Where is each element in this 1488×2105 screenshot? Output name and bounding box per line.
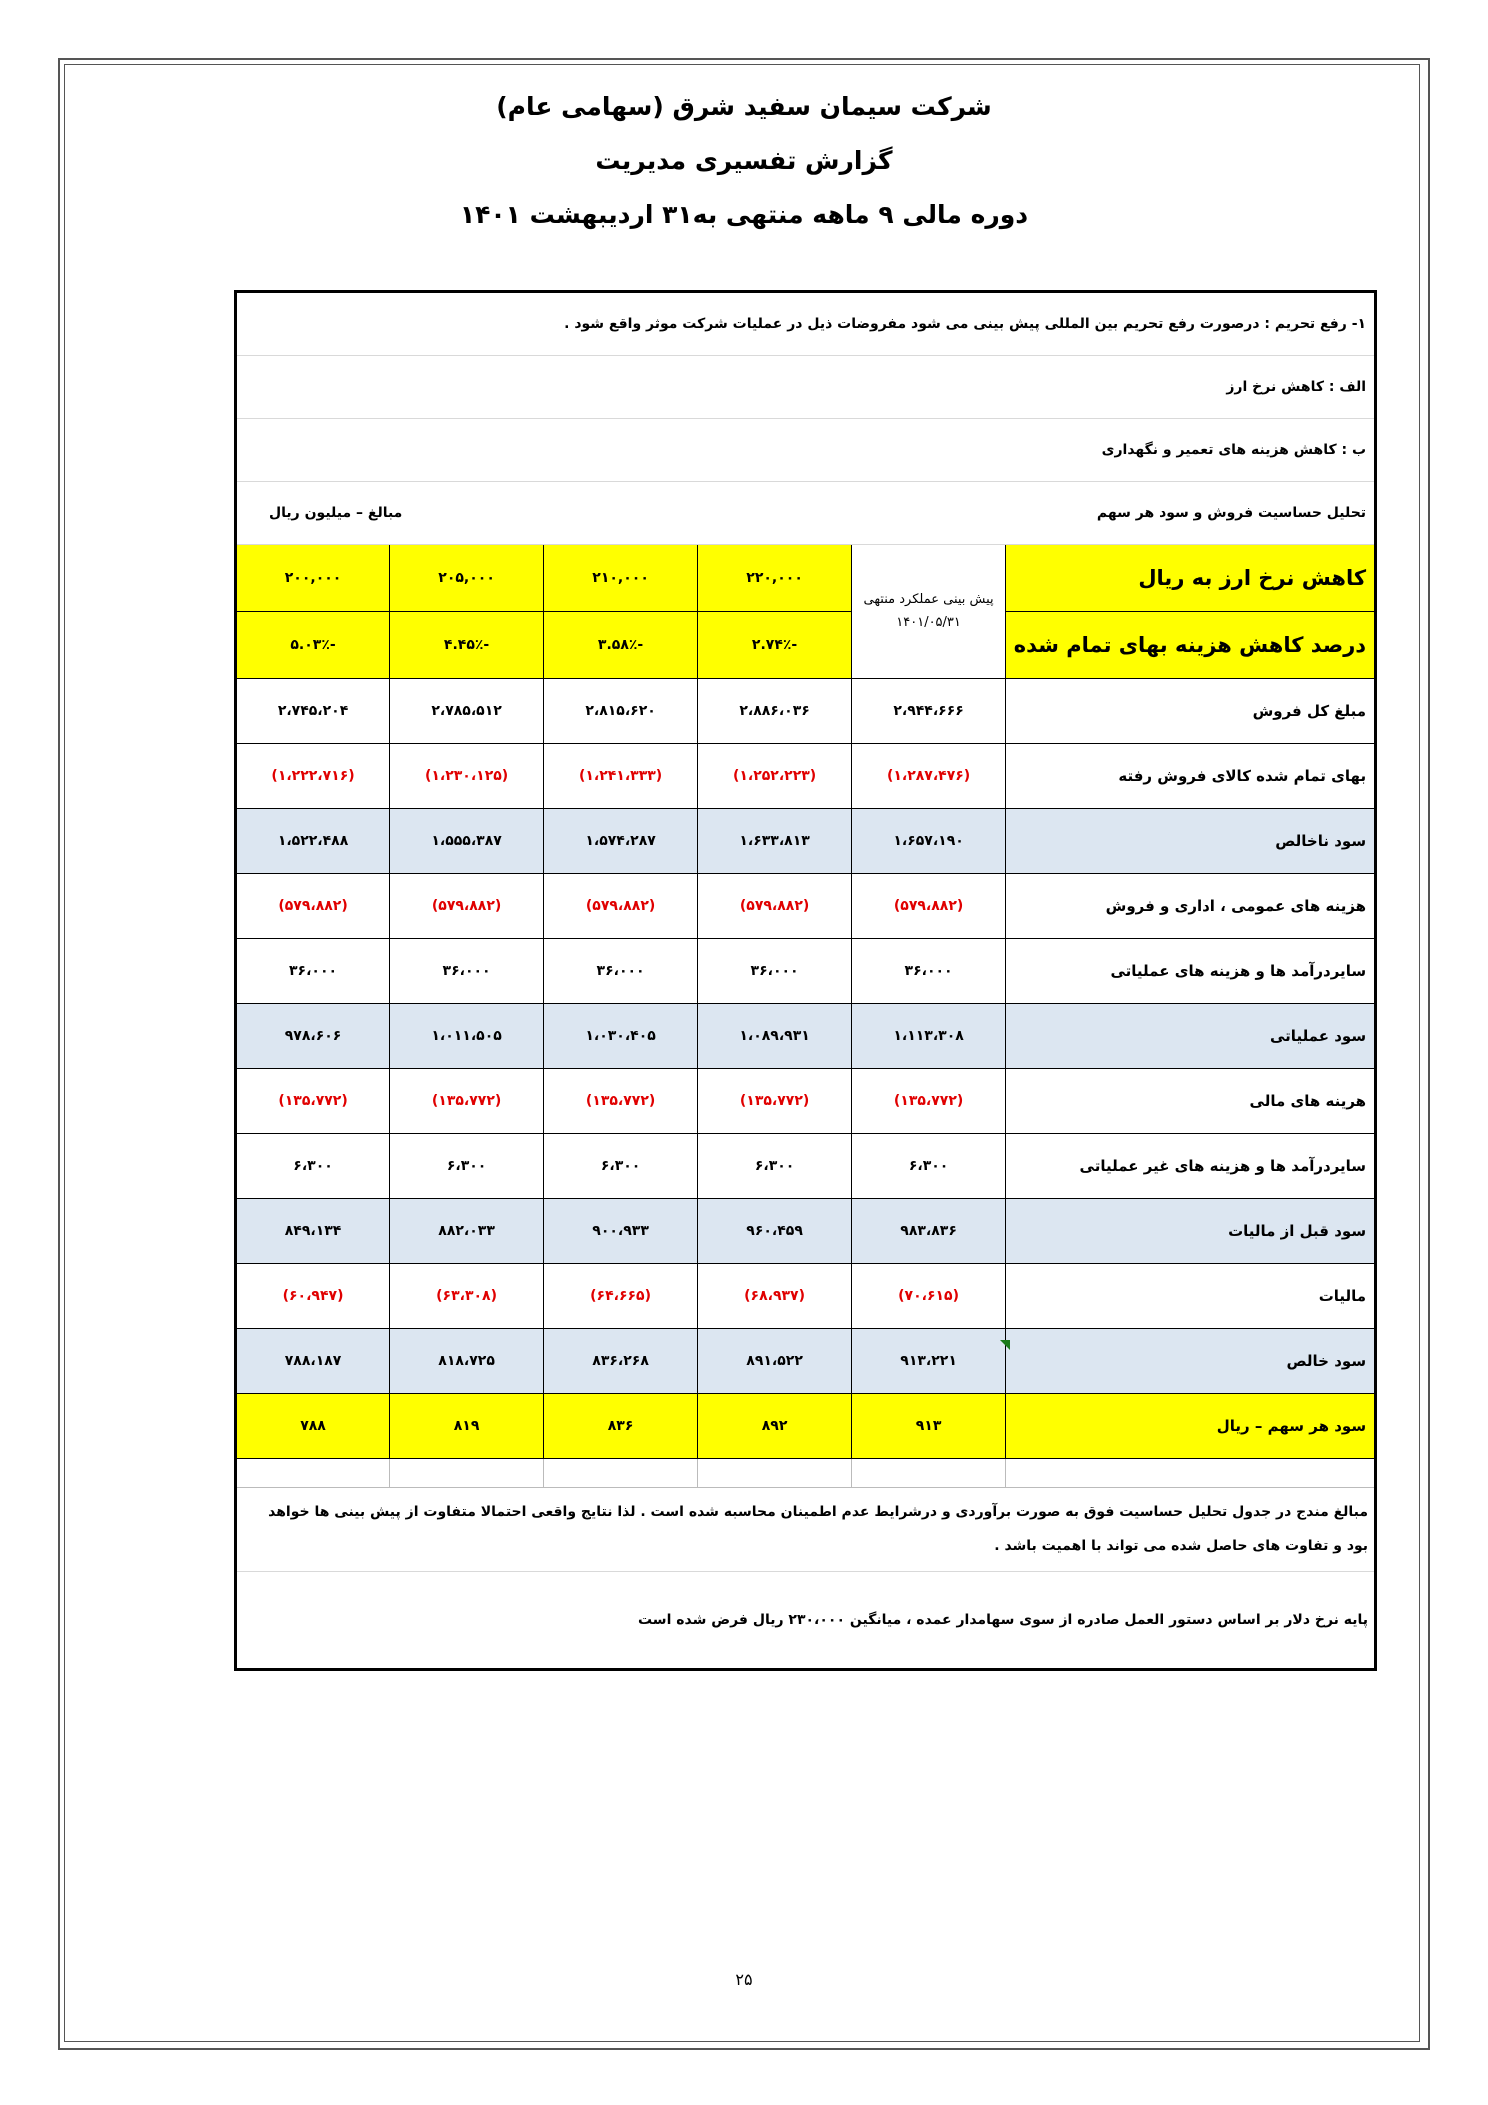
table-row — [236, 1069, 1376, 1134]
row-value: ۸۱۹ — [390, 1394, 544, 1459]
note-row-2 — [236, 1572, 1376, 1670]
row-value: ۲،۹۴۴،۶۶۶ — [852, 679, 1006, 744]
pct-row — [236, 612, 1376, 679]
table-row — [236, 874, 1376, 939]
row-value: (۱،۲۳۰،۱۲۵) — [390, 744, 544, 809]
row-value: ۲،۸۱۵،۶۲۰ — [544, 679, 698, 744]
pct-value-2: -۳.۵۸٪ — [544, 612, 698, 679]
pct-label: درصد کاهش هزینه بهای تمام شده — [1006, 612, 1376, 679]
row-value: (۱،۲۴۱،۳۳۳) — [544, 744, 698, 809]
row-value: (۵۷۹،۸۸۲) — [698, 874, 852, 939]
row-value: (۶۸،۹۳۷) — [698, 1264, 852, 1329]
row-value: ۸۹۱،۵۲۲ — [698, 1329, 852, 1394]
row-label: سود عملیاتی — [1006, 1004, 1376, 1069]
table-row — [236, 1264, 1376, 1329]
row-value: (۱،۲۵۲،۲۲۳) — [698, 744, 852, 809]
table-row — [236, 1134, 1376, 1199]
intro-line-1: ۱- رفع تحریم : درصورت رفع تحریم بین المللی پیش بینی می شود مفروضات ذیل در عملیات شرکت موثر واقع شود . — [236, 292, 1376, 356]
row-label: سود ناخالص — [1006, 809, 1376, 874]
row-value: ۸۸۲،۰۳۳ — [390, 1199, 544, 1264]
row-value: ۶،۳۰۰ — [390, 1134, 544, 1199]
fx-rate-210000: ۲۱۰,۰۰۰ — [544, 545, 698, 612]
fx-rate-220000: ۲۲۰,۰۰۰ — [698, 545, 852, 612]
row-value: ۲،۷۸۵،۵۱۲ — [390, 679, 544, 744]
row-value: ۸۱۸،۷۲۵ — [390, 1329, 544, 1394]
row-value: ۹۱۳،۲۲۱ — [852, 1329, 1006, 1394]
row-value: ۶،۳۰۰ — [852, 1134, 1006, 1199]
intro-row-4 — [236, 482, 1376, 545]
row-value: (۵۷۹،۸۸۲) — [852, 874, 1006, 939]
note-1: مبالغ مندج در جدول تحلیل حساسیت فوق به صورت برآوردی و درشرایط عدم اطمینان محاسبه شده است . لذا نتایج واقعی احتمالا متفاوت از پیش بینی ها خواهد بود و تفاوت های حاصل شده می تواند با اهمیت باشد . — [236, 1488, 1376, 1572]
pct-value-1: -۲.۷۴٪ — [698, 612, 852, 679]
row-value: ۶،۳۰۰ — [544, 1134, 698, 1199]
company-title: شرکت سیمان سفید شرق (سهامی عام) — [496, 92, 992, 121]
intro-line-3: ب : کاهش هزینه های تعمیر و نگهداری — [236, 419, 1376, 482]
row-value: ۳۶،۰۰۰ — [390, 939, 544, 1004]
fx-rate-row — [236, 545, 1376, 612]
row-value: ۱،۵۷۴،۲۸۷ — [544, 809, 698, 874]
pct-value-4: -۵.۰۳٪ — [236, 612, 390, 679]
row-value: ۹۶۰،۴۵۹ — [698, 1199, 852, 1264]
fx-rate-label: کاهش نرخ ارز به ریال — [1006, 545, 1376, 612]
row-value: ۹۸۳،۸۳۶ — [852, 1199, 1006, 1264]
row-value: ۸۹۲ — [698, 1394, 852, 1459]
row-value: (۷۰،۶۱۵) — [852, 1264, 1006, 1329]
table-row — [236, 809, 1376, 874]
table-row — [236, 1329, 1376, 1394]
row-value: ۱،۰۸۹،۹۳۱ — [698, 1004, 852, 1069]
row-value: (۱۳۵،۷۷۲) — [544, 1069, 698, 1134]
row-value: ۳۶،۰۰۰ — [698, 939, 852, 1004]
row-label: سود خالص — [1006, 1329, 1376, 1394]
row-value: (۶۴،۶۶۵) — [544, 1264, 698, 1329]
row-label: سود هر سهم – ریال — [1006, 1394, 1376, 1459]
row-value: ۹۷۸،۶۰۶ — [236, 1004, 390, 1069]
row-value: (۵۷۹،۸۸۲) — [236, 874, 390, 939]
row-value: ۸۴۹،۱۳۴ — [236, 1199, 390, 1264]
row-value: ۶،۳۰۰ — [236, 1134, 390, 1199]
row-label: مالیات — [1006, 1264, 1376, 1329]
period-title: دوره مالی ۹ ماهه منتهی به۳۱ اردیبهشت ۱۴۰۱ — [459, 200, 1029, 229]
row-label: هزینه های عمومی ، اداری و فروش — [1006, 874, 1376, 939]
row-value: ۱،۵۲۲،۴۸۸ — [236, 809, 390, 874]
intro-row-2 — [236, 356, 1376, 419]
table-row — [236, 679, 1376, 744]
note-2: پایه نرخ دلار بر اساس دستور العمل صادره از سوی سهامدار عمده ، میانگین ۲۳۰،۰۰۰ ریال فرض شده است — [637, 1612, 1369, 1629]
intro-row-1 — [236, 292, 1376, 356]
row-value: ۲،۷۴۵،۲۰۴ — [236, 679, 390, 744]
fx-rate-200000: ۲۰۰,۰۰۰ — [236, 545, 390, 612]
row-value: ۱،۶۵۷،۱۹۰ — [852, 809, 1006, 874]
row-value: ۶،۳۰۰ — [698, 1134, 852, 1199]
row-label: بهای تمام شده کالای فروش رفته — [1006, 744, 1376, 809]
row-label: سایردرآمد ها و هزینه های غیر عملیاتی — [1006, 1134, 1376, 1199]
row-value: ۲،۸۸۶،۰۳۶ — [698, 679, 852, 744]
row-value: ۳۶،۰۰۰ — [236, 939, 390, 1004]
table-row — [236, 1004, 1376, 1069]
row-label: سایردرآمد ها و هزینه های عملیاتی — [1006, 939, 1376, 1004]
row-value: (۱،۲۸۷،۴۷۶) — [852, 744, 1006, 809]
row-value: (۱۳۵،۷۷۲) — [390, 1069, 544, 1134]
comment-marker-icon — [1000, 1340, 1010, 1350]
row-value: (۱،۲۲۲،۷۱۶) — [236, 744, 390, 809]
intro-line-4: تحلیل حساسیت فروش و سود هر سهم — [698, 482, 1376, 545]
row-value: ۳۶،۰۰۰ — [544, 939, 698, 1004]
row-value: (۶۰،۹۴۷) — [236, 1264, 390, 1329]
row-label: سود قبل از مالیات — [1006, 1199, 1376, 1264]
row-value: ۸۳۶،۲۶۸ — [544, 1329, 698, 1394]
row-value: ۹۱۳ — [852, 1394, 1006, 1459]
table-row — [236, 1394, 1376, 1459]
page-number: ۲۵ — [735, 1970, 753, 1989]
row-value: ۷۸۸ — [236, 1394, 390, 1459]
row-label: هرینه های مالی — [1006, 1069, 1376, 1134]
row-value: ۱،۵۵۵،۳۸۷ — [390, 809, 544, 874]
row-label: مبلغ کل فروش — [1006, 679, 1376, 744]
note-row-1 — [236, 1488, 1376, 1572]
table-row — [236, 1199, 1376, 1264]
fx-rate-205000: ۲۰۵,۰۰۰ — [390, 545, 544, 612]
intro-line-2: الف : کاهش نرخ ارز — [236, 356, 1376, 419]
intro-row-3 — [236, 419, 1376, 482]
row-value: ۱،۱۱۳،۳۰۸ — [852, 1004, 1006, 1069]
row-value: ۸۳۶ — [544, 1394, 698, 1459]
row-value: (۱۳۵،۷۷۲) — [236, 1069, 390, 1134]
spacer-row — [236, 1459, 1376, 1488]
pct-value-3: -۴.۴۵٪ — [390, 612, 544, 679]
row-value: ۷۸۸،۱۸۷ — [236, 1329, 390, 1394]
sensitivity-table — [234, 290, 1377, 1671]
base-forecast-label: پیش بینی عملکرد منتهی ۱۴۰۱/۰۵/۳۱ — [852, 545, 1006, 679]
row-value: ۱،۰۳۰،۴۰۵ — [544, 1004, 698, 1069]
row-value: (۶۳،۳۰۸) — [390, 1264, 544, 1329]
row-value: (۵۷۹،۸۸۲) — [390, 874, 544, 939]
report-title: گزارش تفسیری مدیریت — [595, 146, 893, 175]
unit-label: مبالغ – میلیون ریال — [236, 482, 698, 545]
row-value: (۵۷۹،۸۸۲) — [544, 874, 698, 939]
table-row — [236, 939, 1376, 1004]
row-value: (۱۳۵،۷۷۲) — [852, 1069, 1006, 1134]
row-value: ۳۶،۰۰۰ — [852, 939, 1006, 1004]
table-row — [236, 744, 1376, 809]
row-value: ۱،۶۳۳،۸۱۳ — [698, 809, 852, 874]
row-value: ۹۰۰،۹۳۳ — [544, 1199, 698, 1264]
row-value: ۱،۰۱۱،۵۰۵ — [390, 1004, 544, 1069]
row-value: (۱۳۵،۷۷۲) — [698, 1069, 852, 1134]
